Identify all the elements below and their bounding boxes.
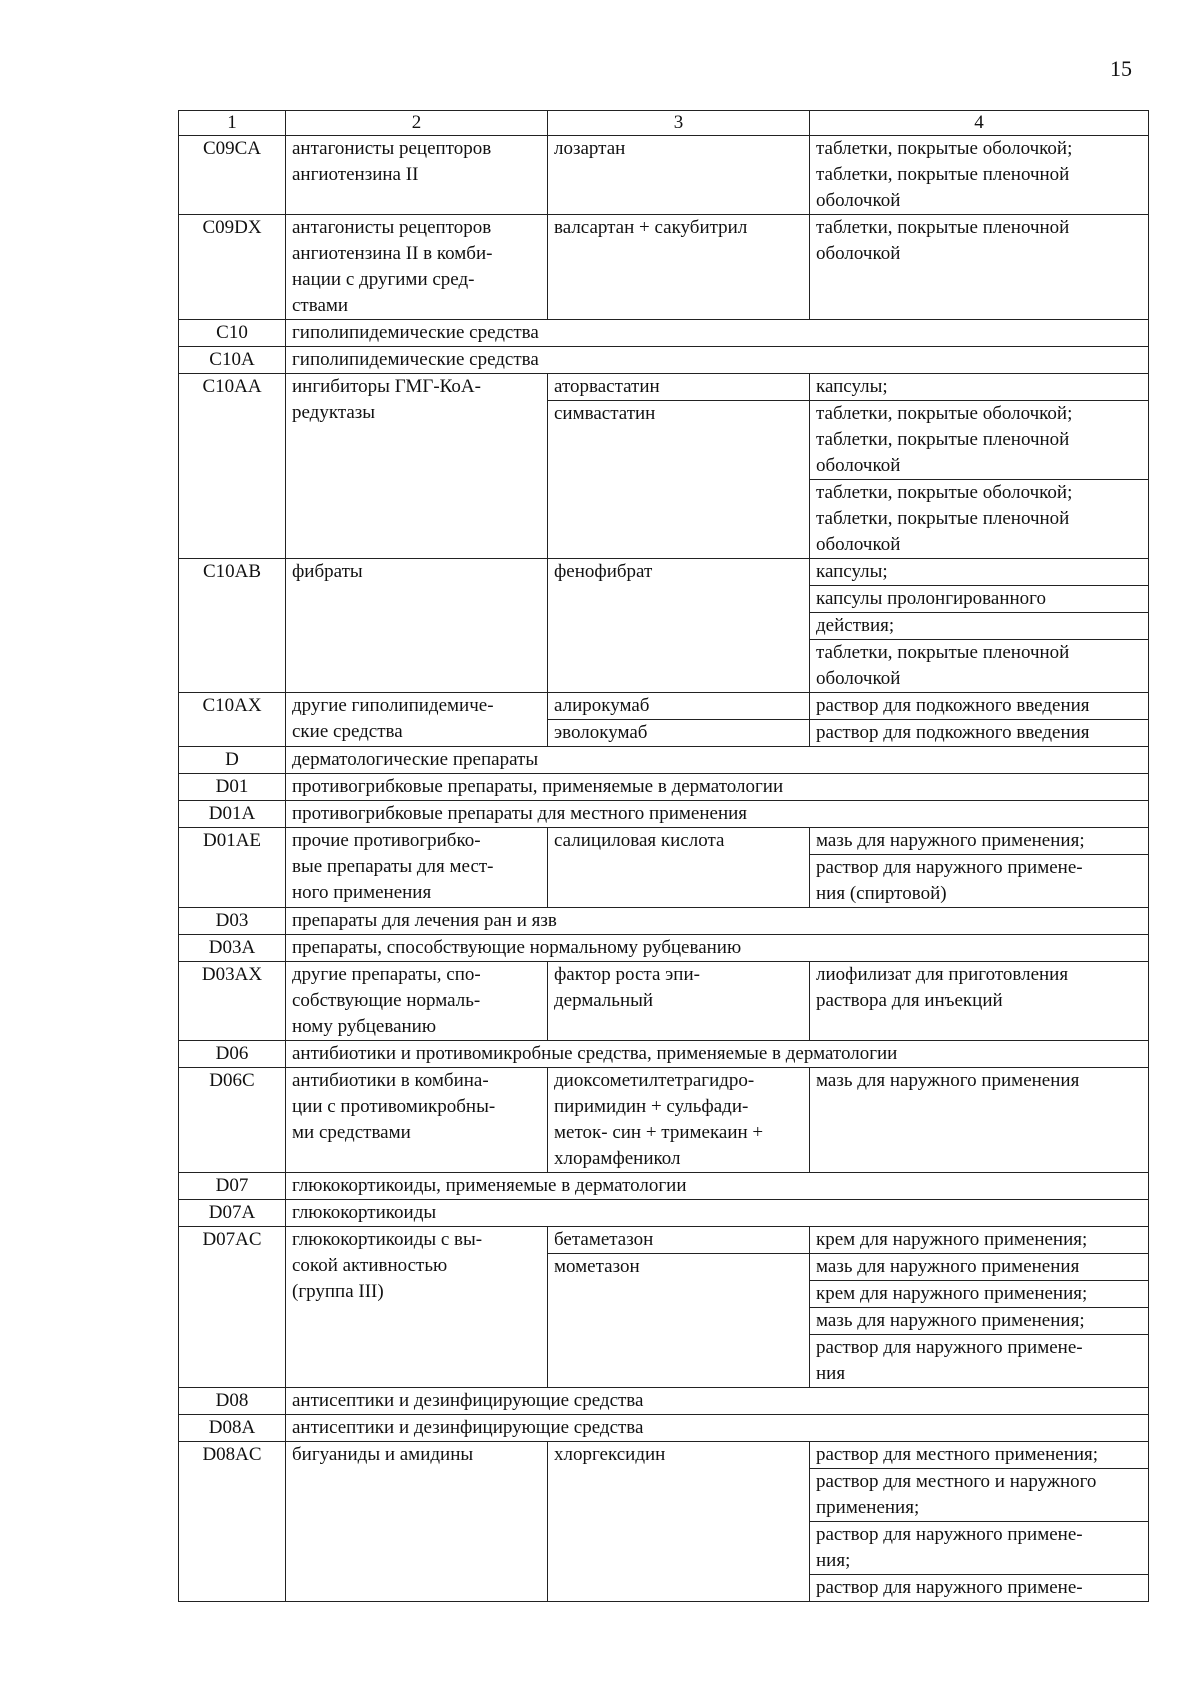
dosage-form-line: мазь для наружного применения <box>816 1070 1080 1091</box>
dosage-form-line: оболочкой <box>816 243 901 264</box>
drug-name-line: аторвастатин <box>554 376 660 397</box>
group-name-cell <box>286 1227 548 1388</box>
drug-name-line: бетаметазон <box>554 1229 654 1250</box>
table-row <box>179 908 1149 935</box>
dosage-form-line: крем для наружного применения; <box>816 1283 1088 1304</box>
group-name-line: другие препараты, спо- <box>292 964 481 985</box>
group-name-cell <box>286 136 548 215</box>
dosage-form-line: оболочкой <box>816 455 901 476</box>
dosage-form-group <box>810 1442 1148 1601</box>
drug-name-block <box>548 374 809 400</box>
group-name-span-cell: препараты для лечения ран и язв <box>286 908 1149 935</box>
table-row <box>179 1200 1149 1227</box>
drug-name-line: салициловая кислота <box>554 830 725 851</box>
dosage-form-entry <box>810 400 1148 479</box>
atc-code-cell: C10AX <box>179 693 286 747</box>
drug-name-cell <box>548 559 810 693</box>
dosage-form-group <box>810 828 1148 907</box>
drug-name-line: хлорамфеникол <box>554 1148 681 1169</box>
group-name-cell <box>286 1442 548 1602</box>
dosage-form-entry <box>810 693 1148 719</box>
atc-code-cell: D03A <box>179 935 286 962</box>
dosage-form-entry <box>810 136 1148 214</box>
dosage-form-entry <box>810 639 1148 692</box>
dosage-form-line: ния (спиртовой) <box>816 883 947 904</box>
drug-name-line: симвастатин <box>554 403 656 424</box>
drug-name-line: эволокумаб <box>554 722 648 743</box>
group-name-span-cell: антисептики и дезинфицирующие средства <box>286 1415 1149 1442</box>
drug-name-line: диоксометилтетрагидро- <box>554 1070 755 1091</box>
table-row <box>179 559 1149 693</box>
dosage-form-line: раствор для наружного примене- <box>816 1337 1083 1358</box>
atc-code-cell: C10AA <box>179 374 286 559</box>
group-name-span-cell: антисептики и дезинфицирующие средства <box>286 1388 1149 1415</box>
dosage-form-entry <box>810 1334 1148 1387</box>
group-name-line: ангиотензина II в комби- <box>292 243 493 264</box>
dosage-form-cell <box>810 1068 1149 1173</box>
atc-code-cell: D06 <box>179 1041 286 1068</box>
drug-name-cell <box>548 962 810 1041</box>
drug-name-line: фенофибрат <box>554 561 653 582</box>
group-name-span-cell: глюкокортикоиды <box>286 1200 1149 1227</box>
dosage-form-cell <box>810 693 1149 747</box>
table-row <box>179 935 1149 962</box>
dosage-form-group <box>810 693 1148 719</box>
drug-name-line: валсартан + сакубитрил <box>554 217 748 238</box>
dosage-form-line: действия; <box>816 615 895 636</box>
group-name-span-cell: противогрибковые препараты для местного применения <box>286 801 1149 828</box>
drug-name-line: пиримидин + сульфади- <box>554 1096 749 1117</box>
group-name-line: ции с противомикробны- <box>292 1096 496 1117</box>
table-row <box>179 693 1149 747</box>
dosage-form-entry <box>810 1068 1148 1094</box>
table-row <box>179 1227 1149 1388</box>
drug-name-cell <box>548 1068 810 1173</box>
dosage-form-line: мазь для наружного применения; <box>816 830 1085 851</box>
dosage-form-line: таблетки, покрытые оболочкой; <box>816 403 1073 424</box>
dosage-form-line: капсулы; <box>816 376 888 397</box>
dosage-form-entry <box>810 1307 1148 1334</box>
drug-name-block <box>548 828 809 854</box>
atc-code-cell: D03AX <box>179 962 286 1041</box>
dosage-form-line: раствора для инъекций <box>816 990 1003 1011</box>
atc-code-cell: D08A <box>179 1415 286 1442</box>
group-name-span-cell: противогрибковые препараты, применяемые в дерматологии <box>286 774 1149 801</box>
dosage-form-line: крем для наружного применения; <box>816 1229 1088 1250</box>
dosage-form-entry <box>810 1468 1148 1521</box>
dosage-form-cell <box>810 559 1149 693</box>
drug-name-cell <box>548 1442 810 1602</box>
atc-code-cell: C09DX <box>179 215 286 320</box>
group-name-line: ми средствами <box>292 1122 411 1143</box>
group-name-line: ствами <box>292 295 349 316</box>
drug-name-block <box>548 1068 809 1172</box>
dosage-form-entry <box>810 1227 1148 1253</box>
atc-code-cell: D07 <box>179 1173 286 1200</box>
table-row <box>179 774 1149 801</box>
table-row <box>179 1041 1149 1068</box>
dosage-form-group <box>810 962 1148 1014</box>
group-name-line: собствующие нормаль- <box>292 990 481 1011</box>
table-row <box>179 1415 1149 1442</box>
drug-name-cell <box>548 828 810 908</box>
group-name-line: антибиотики в комбина- <box>292 1070 489 1091</box>
dosage-form-entry <box>810 559 1148 585</box>
drug-name-cell <box>548 374 810 559</box>
drug-name-cell <box>548 215 810 320</box>
table-row <box>179 1068 1149 1173</box>
dosage-form-entry <box>810 585 1148 612</box>
group-name-line: фибраты <box>292 561 363 582</box>
group-name-line: вые препараты для мест- <box>292 856 494 877</box>
dosage-form-line: таблетки, покрытые пленочной <box>816 508 1070 529</box>
drug-name-line: лозартан <box>554 138 626 159</box>
dosage-form-line: таблетки, покрытые пленочной <box>816 642 1070 663</box>
dosage-form-line: раствор для наружного примене- <box>816 1577 1083 1598</box>
drug-name-block <box>548 559 809 585</box>
dosage-form-line: таблетки, покрытые пленочной <box>816 164 1070 185</box>
atc-code-cell: D08 <box>179 1388 286 1415</box>
dosage-form-group <box>810 1068 1148 1094</box>
dosage-form-line: оболочкой <box>816 534 901 555</box>
drug-name-block <box>548 400 809 427</box>
dosage-form-entry <box>810 374 1148 400</box>
drug-name-line: хлоргексидин <box>554 1444 666 1465</box>
dosage-form-group <box>810 1280 1148 1387</box>
table-body <box>179 111 1149 1602</box>
atc-code-cell: D08AC <box>179 1442 286 1602</box>
table-row <box>179 747 1149 774</box>
header-cell-4: 4 <box>810 111 1149 136</box>
drug-name-line: меток- син + тримекаин + <box>554 1122 764 1143</box>
table-row <box>179 1173 1149 1200</box>
group-name-line: другие гиполипидемиче- <box>292 695 494 716</box>
group-name-line: глюкокортикоиды с вы- <box>292 1229 483 1250</box>
dosage-form-cell <box>810 374 1149 559</box>
group-name-line: антагонисты рецепторов <box>292 138 492 159</box>
drug-name-cell <box>548 136 810 215</box>
group-name-line: редуктазы <box>292 402 376 423</box>
table-row <box>179 374 1149 559</box>
group-name-cell <box>286 559 548 693</box>
table-row <box>179 828 1149 908</box>
group-name-span-cell: гиполипидемические средства <box>286 320 1149 347</box>
drug-name-cell <box>548 693 810 747</box>
drug-name-block <box>548 962 809 1014</box>
atc-code-cell: D07AC <box>179 1227 286 1388</box>
dosage-form-line: капсулы; <box>816 561 888 582</box>
dosage-form-line: таблетки, покрытые пленочной <box>816 217 1070 238</box>
group-name-line: ингибиторы ГМГ-КоА- <box>292 376 481 397</box>
dosage-form-entry <box>810 962 1148 1014</box>
header-row <box>179 111 1149 136</box>
atc-code-cell: D06C <box>179 1068 286 1173</box>
dosage-form-line: таблетки, покрытые пленочной <box>816 429 1070 450</box>
drug-name-block <box>548 1442 809 1468</box>
drug-name-block <box>548 215 809 241</box>
group-name-line: нации с другими сред- <box>292 269 475 290</box>
drug-name-block <box>548 693 809 719</box>
dosage-form-entry <box>810 480 1148 558</box>
group-name-span-cell: антибиотики и противомикробные средства, применяемые в дерматологии <box>286 1041 1149 1068</box>
group-name-span-cell: глюкокортикоиды, применяемые в дерматологии <box>286 1173 1149 1200</box>
group-name-line: ские средства <box>292 721 403 742</box>
atc-code-cell: C10 <box>179 320 286 347</box>
drug-name-line: дермальный <box>554 990 654 1011</box>
dosage-form-entry <box>810 828 1148 854</box>
dosage-form-line: раствор для местного применения; <box>816 1444 1099 1465</box>
dosage-form-entry <box>810 215 1148 267</box>
dosage-form-line: раствор для подкожного введения <box>816 695 1090 716</box>
drug-name-line: фактор роста эпи- <box>554 964 700 985</box>
table-row <box>179 136 1149 215</box>
dosage-form-entry <box>810 1281 1148 1307</box>
dosage-form-line: раствор для наружного примене- <box>816 857 1083 878</box>
dosage-form-line: мазь для наружного применения <box>816 1256 1080 1277</box>
dosage-form-group <box>810 559 1148 692</box>
table-row <box>179 801 1149 828</box>
group-name-cell <box>286 693 548 747</box>
group-name-cell <box>286 828 548 908</box>
atc-code-cell: C10A <box>179 347 286 374</box>
drug-name-block <box>548 1253 809 1280</box>
table-row <box>179 347 1149 374</box>
dosage-form-entry <box>810 854 1148 907</box>
dosage-form-cell <box>810 962 1149 1041</box>
group-name-line: ангиотензина II <box>292 164 419 185</box>
group-name-cell <box>286 962 548 1041</box>
group-name-cell <box>286 215 548 320</box>
dosage-form-cell <box>810 215 1149 320</box>
dosage-form-entry <box>810 1574 1148 1601</box>
atc-code-cell: D01AE <box>179 828 286 908</box>
drug-name-block <box>548 1227 809 1253</box>
group-name-line: ному рубцеванию <box>292 1016 437 1037</box>
atc-code-cell: D01 <box>179 774 286 801</box>
atc-code-cell: C09CA <box>179 136 286 215</box>
dosage-form-entry <box>810 720 1148 746</box>
group-name-line: прочие противогрибко- <box>292 830 481 851</box>
header-cell-1: 1 <box>179 111 286 136</box>
group-name-cell <box>286 1068 548 1173</box>
atc-code-cell: D07A <box>179 1200 286 1227</box>
dosage-form-line: раствор для местного и наружного <box>816 1471 1097 1492</box>
group-name-span-cell: дерматологические препараты <box>286 747 1149 774</box>
dosage-form-line: мазь для наружного применения; <box>816 1310 1085 1331</box>
header-cell-2: 2 <box>286 111 548 136</box>
dosage-form-group <box>810 374 1148 479</box>
dosage-form-line: таблетки, покрытые оболочкой; <box>816 482 1073 503</box>
dosage-form-line: оболочкой <box>816 190 901 211</box>
dosage-form-cell <box>810 1227 1149 1388</box>
atc-code-cell: C10AB <box>179 559 286 693</box>
drug-name-line: алирокумаб <box>554 695 650 716</box>
drug-classification-table <box>178 110 1149 1602</box>
group-name-line: сокой активностью <box>292 1255 448 1276</box>
drug-name-cell <box>548 1227 810 1388</box>
atc-code-cell: D03 <box>179 908 286 935</box>
table-row <box>179 320 1149 347</box>
table-row <box>179 215 1149 320</box>
table-row <box>179 1388 1149 1415</box>
group-name-span-cell: препараты, способствующие нормальному рубцеванию <box>286 935 1149 962</box>
drug-name-block <box>548 719 809 746</box>
dosage-form-line: таблетки, покрытые оболочкой; <box>816 138 1073 159</box>
group-name-span-cell: гиполипидемические средства <box>286 347 1149 374</box>
group-name-line: ного применения <box>292 882 432 903</box>
dosage-form-group <box>810 1227 1148 1280</box>
group-name-line: антагонисты рецепторов <box>292 217 492 238</box>
dosage-form-entry <box>810 612 1148 639</box>
dosage-form-group <box>810 215 1148 267</box>
dosage-form-cell <box>810 136 1149 215</box>
dosage-form-line: раствор для наружного примене- <box>816 1524 1083 1545</box>
table-row <box>179 962 1149 1041</box>
header-cell-3: 3 <box>548 111 810 136</box>
dosage-form-group <box>810 479 1148 558</box>
dosage-form-entry <box>810 1521 1148 1574</box>
group-name-cell <box>286 374 548 559</box>
group-name-line: бигуаниды и амидины <box>292 1444 474 1465</box>
dosage-form-line: ния <box>816 1363 846 1384</box>
dosage-form-line: оболочкой <box>816 668 901 689</box>
dosage-form-entry <box>810 1253 1148 1280</box>
dosage-form-line: капсулы пролонгированного <box>816 588 1046 609</box>
dosage-form-cell <box>810 1442 1149 1602</box>
dosage-form-line: применения; <box>816 1497 920 1518</box>
page-number: 15 <box>1110 56 1132 81</box>
group-name-line: (группа III) <box>292 1281 384 1302</box>
dosage-form-line: лиофилизат для приготовления <box>816 964 1069 985</box>
drug-name-line: мометазон <box>554 1256 640 1277</box>
dosage-form-group <box>810 136 1148 214</box>
dosage-form-line: раствор для подкожного введения <box>816 722 1090 743</box>
table-row <box>179 1442 1149 1602</box>
drug-name-block <box>548 136 809 162</box>
dosage-form-group <box>810 719 1148 746</box>
dosage-form-cell <box>810 828 1149 908</box>
atc-code-cell: D01A <box>179 801 286 828</box>
atc-code-cell: D <box>179 747 286 774</box>
dosage-form-entry <box>810 1442 1148 1468</box>
dosage-form-line: ния; <box>816 1550 851 1571</box>
